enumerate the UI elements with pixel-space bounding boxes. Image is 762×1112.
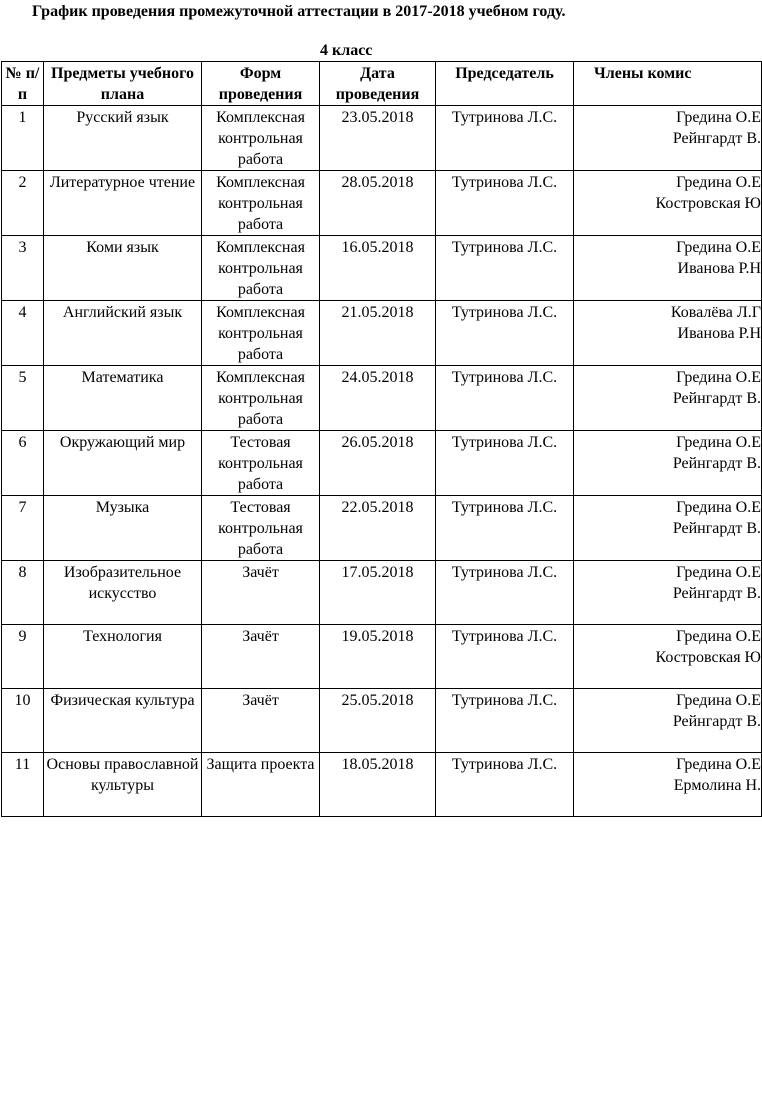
member-name: Гредина О.Е [676,628,761,645]
cell-chair: Тутринова Л.С. [436,366,574,431]
member-name: Рейнгардт В. [672,585,761,602]
table-row [2,625,762,689]
cell-form: Комплексная контрольная работа [202,366,320,431]
table-header-row [2,62,762,106]
table-row [2,366,762,431]
member-name: Костровская Ю [655,649,761,666]
cell-members [574,431,762,496]
schedule-table-container [1,61,761,801]
cell-chair: Тутринова Л.С. [436,236,574,301]
cell-num: 4 [2,301,44,366]
header-members: Члены комис [574,62,762,106]
cell-date: 19.05.2018 [320,625,436,689]
member-name: Иванова Р.Н [677,325,761,342]
cell-num: 2 [2,171,44,236]
cell-num: 6 [2,431,44,496]
table-row [2,301,762,366]
table-row [2,431,762,496]
member-name: Рейнгардт В. [672,713,761,730]
cell-members [574,171,762,236]
cell-subject: Коми язык [44,236,202,301]
cell-chair: Тутринова Л.С. [436,171,574,236]
cell-chair: Тутринова Л.С. [436,561,574,625]
cell-subject: Окружающий мир [44,431,202,496]
member-name: Гредина О.Е [676,239,761,256]
cell-form: Тестовая контрольная работа [202,431,320,496]
cell-members [574,689,762,753]
table-row [2,689,762,753]
member-name: Гредина О.Е [676,756,761,773]
header-subject: Предметы учебного плана [44,62,202,106]
cell-form: Комплексная контрольная работа [202,171,320,236]
cell-date: 25.05.2018 [320,689,436,753]
member-name: Гредина О.Е [676,499,761,516]
cell-subject: Русский язык [44,106,202,171]
header-chair: Председатель [436,62,574,106]
member-name: Ермолина Н. [673,777,761,794]
cell-members [574,106,762,171]
cell-form: Зачёт [202,689,320,753]
cell-date: 16.05.2018 [320,236,436,301]
schedule-table [1,61,762,817]
table-row [2,753,762,817]
member-name: Гредина О.Е [676,369,761,386]
table-body [2,106,762,817]
cell-members [574,753,762,817]
header-form: Форм проведения [202,62,320,106]
cell-date: 24.05.2018 [320,366,436,431]
cell-num: 8 [2,561,44,625]
cell-members [574,236,762,301]
cell-date: 28.05.2018 [320,171,436,236]
member-name: Гредина О.Е [676,692,761,709]
cell-date: 18.05.2018 [320,753,436,817]
cell-chair: Тутринова Л.С. [436,301,574,366]
cell-form: Комплексная контрольная работа [202,106,320,171]
member-name: Гредина О.Е [676,174,761,191]
cell-form: Комплексная контрольная работа [202,236,320,301]
cell-members [574,301,762,366]
cell-chair: Тутринова Л.С. [436,496,574,561]
member-name: Рейнгардт В. [672,520,761,537]
class-label: 4 класс [320,42,373,59]
cell-members [574,561,762,625]
cell-chair: Тутринова Л.С. [436,689,574,753]
cell-num: 3 [2,236,44,301]
cell-subject: Математика [44,366,202,431]
cell-subject: Физическая культура [44,689,202,753]
table-row [2,106,762,171]
table-row [2,496,762,561]
cell-num: 7 [2,496,44,561]
cell-date: 26.05.2018 [320,431,436,496]
cell-date: 23.05.2018 [320,106,436,171]
table-row [2,171,762,236]
cell-form: Тестовая контрольная работа [202,496,320,561]
cell-chair: Тутринова Л.С. [436,753,574,817]
member-name: Гредина О.Е [676,434,761,451]
table-row [2,236,762,301]
cell-chair: Тутринова Л.С. [436,625,574,689]
cell-chair: Тутринова Л.С. [436,431,574,496]
member-name: Рейнгардт В. [672,455,761,472]
cell-num: 5 [2,366,44,431]
cell-form: Зачёт [202,625,320,689]
cell-date: 22.05.2018 [320,496,436,561]
cell-num: 9 [2,625,44,689]
cell-form: Комплексная контрольная работа [202,301,320,366]
cell-members [574,366,762,431]
cell-num: 11 [2,753,44,817]
cell-date: 17.05.2018 [320,561,436,625]
cell-form: Зачёт [202,561,320,625]
cell-chair: Тутринова Л.С. [436,106,574,171]
page-title: График проведения промежуточной аттестации в 2017-2018 учебном году. [32,3,566,20]
cell-num: 1 [2,106,44,171]
cell-subject: Изобразительное искусство [44,561,202,625]
cell-num: 10 [2,689,44,753]
member-name: Рейнгардт В. [672,390,761,407]
member-name: Гредина О.Е [676,564,761,581]
cell-form: Защита проекта [202,753,320,817]
member-name: Иванова Р.Н [677,260,761,277]
cell-members [574,625,762,689]
member-name: Гредина О.Е [676,109,761,126]
cell-subject: Литературное чтение [44,171,202,236]
cell-subject: Английский язык [44,301,202,366]
member-name: Ковалёва Л.Г [670,304,761,321]
cell-subject: Основы православной культуры [44,753,202,817]
cell-subject: Музыка [44,496,202,561]
member-name: Рейнгардт В. [672,130,761,147]
table-row [2,561,762,625]
member-name: Костровская Ю [655,195,761,212]
cell-subject: Технология [44,625,202,689]
cell-date: 21.05.2018 [320,301,436,366]
header-date: Дата проведения [320,62,436,106]
header-num: № п/п [2,62,44,106]
cell-members [574,496,762,561]
